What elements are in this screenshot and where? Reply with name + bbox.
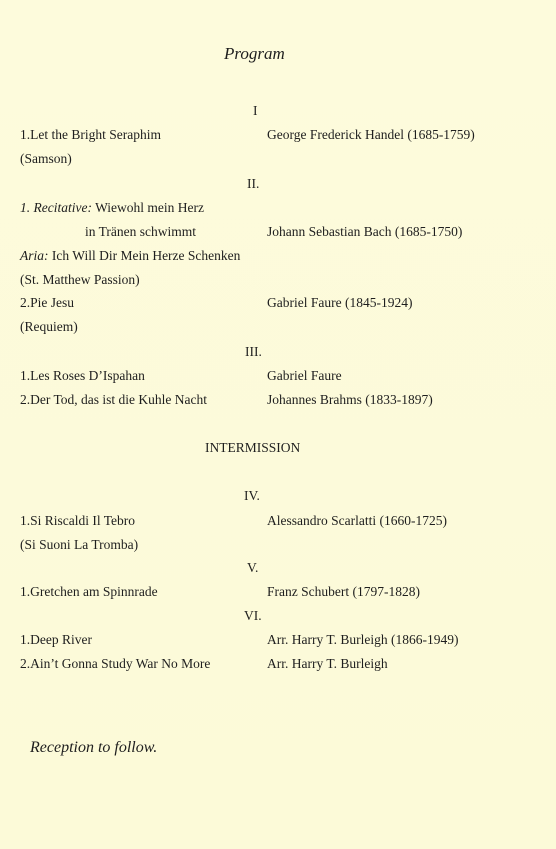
piece-title: 2.Pie Jesu (20, 295, 74, 310)
piece-source: (St. Matthew Passion) (20, 272, 140, 287)
composer-name: Gabriel Faure (1845-1924) (267, 295, 413, 310)
composer-name: Gabriel Faure (267, 368, 342, 383)
intermission-heading: INTERMISSION (205, 440, 301, 455)
composer-name: Johann Sebastian Bach (1685-1750) (267, 224, 463, 239)
piece-title: 1.Gretchen am Spinnrade (20, 584, 158, 599)
piece-source: (Si Suoni La Tromba) (20, 537, 139, 552)
recitative-label: 1. Recitative: (20, 200, 92, 215)
piece-title (20, 248, 240, 264)
piece-source: (Samson) (20, 151, 72, 166)
piece-title: 2.Ain’t Gonna Study War No More (20, 656, 211, 671)
composer-name: Arr. Harry T. Burleigh (267, 656, 388, 671)
section-numeral-2: II. (247, 176, 260, 191)
composer-name: Franz Schubert (1797-1828) (267, 584, 420, 599)
program-title: Program (224, 44, 285, 63)
piece-title: 1.Les Roses D’Ispahan (20, 368, 145, 383)
aria-text: Ich Will Dir Mein Herze Schenken (48, 248, 241, 263)
piece-title (20, 200, 204, 216)
section-numeral-6: VI. (244, 608, 262, 623)
reception-note: Reception to follow. (30, 739, 158, 756)
piece-title-continued: in Tränen schwimmt (85, 224, 197, 239)
recitative-text: Wiewohl mein Herz (91, 200, 205, 215)
aria-label: Aria: (20, 248, 49, 263)
piece-title: 1.Deep River (20, 632, 92, 647)
section-numeral-3: III. (245, 344, 262, 359)
piece-source: (Requiem) (20, 319, 78, 334)
section-numeral-4: IV. (244, 488, 260, 503)
piece-title: 2.Der Tod, das ist die Kuhle Nacht (20, 392, 208, 407)
composer-name: Johannes Brahms (1833-1897) (267, 392, 433, 407)
composer-name: Arr. Harry T. Burleigh (1866-1949) (267, 632, 459, 647)
section-numeral-5: V. (247, 560, 259, 575)
section-numeral-1: I (253, 103, 258, 118)
composer-name: George Frederick Handel (1685-1759) (267, 127, 475, 142)
piece-title: 1.Let the Bright Seraphim (20, 127, 161, 142)
piece-title: 1.Si Riscaldi Il Tebro (20, 513, 136, 528)
composer-name: Alessandro Scarlatti (1660-1725) (267, 513, 447, 528)
